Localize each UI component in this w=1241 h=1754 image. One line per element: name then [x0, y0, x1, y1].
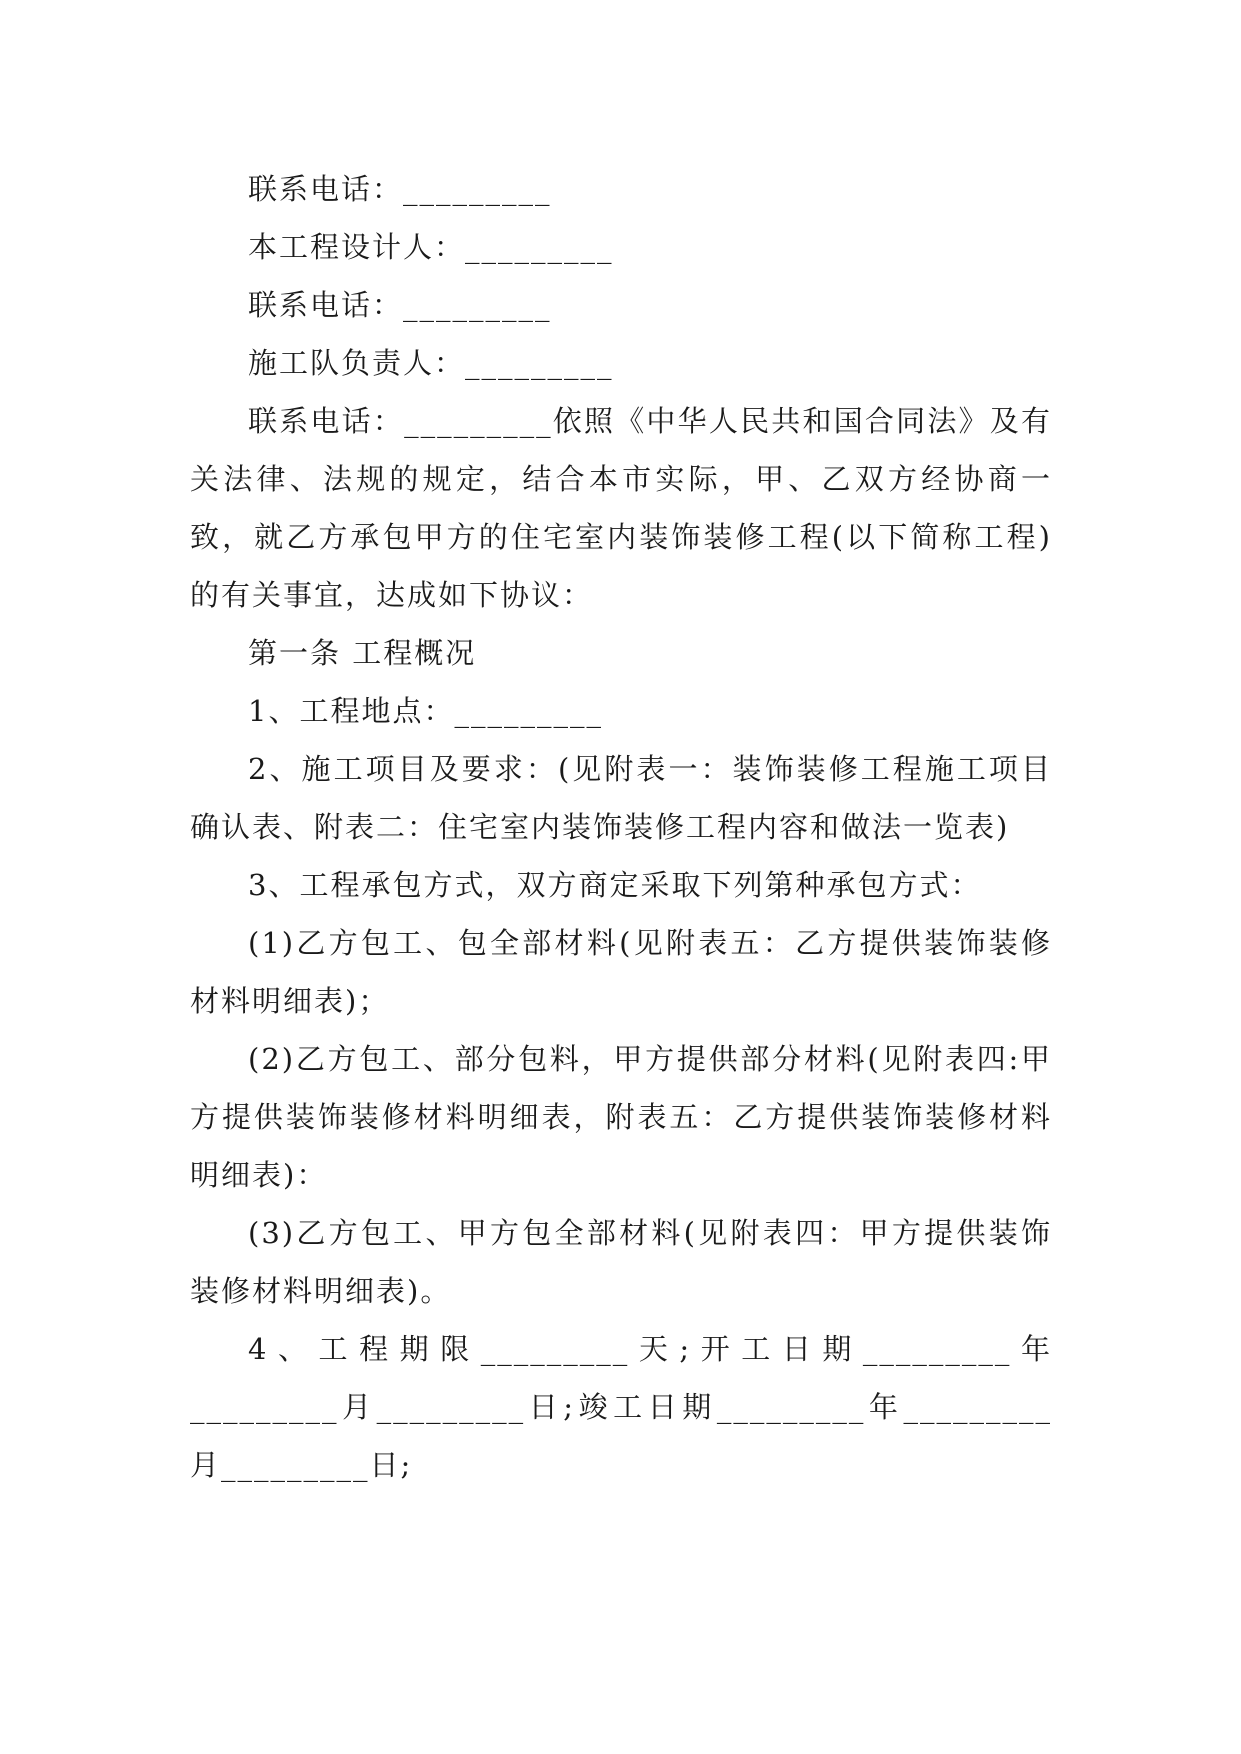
- legal-basis-paragraph: 联系电话：_________依照《中华人民共和国合同法》及有关法律、法规的规定，结合本市实际，甲、乙双方经协商一致，就乙方承包甲方的住宅室内装饰装修工程(以下简称工程)的有关事宜，达成如下协议：: [190, 404, 1052, 612]
- contract-body: [190, 160, 1052, 1494]
- contact-phone-line: 联系电话：_________: [248, 172, 552, 206]
- clause-2-items: 2、施工项目及要求：(见附表一：装饰装修工程施工项目确认表、附表二：住宅室内装饰装修工程内容和做法一览表): [190, 752, 1052, 844]
- clause-1-location: 1、工程地点：_________: [248, 694, 603, 728]
- clause-4-line-1: 4、工程期限_________天;开工日期_________年: [248, 1332, 1052, 1366]
- article-1-heading: 第一条 工程概况: [248, 636, 477, 670]
- option-3: (3)乙方包工、甲方包全部材料(见附表四：甲方提供装饰装修材料明细表)。: [190, 1216, 1052, 1308]
- team-leader-line: 施工队负责人：_________: [248, 346, 614, 380]
- designer-phone-line: 联系电话：_________: [248, 288, 552, 322]
- clause-4-line-3: 月_________日;: [190, 1448, 413, 1482]
- clause-3-contract-mode: 3、工程承包方式，双方商定采取下列第种承包方式：: [248, 868, 982, 902]
- designer-line: 本工程设计人：_________: [248, 230, 614, 264]
- clause-4-line-2: _________月_________日;竣工日期_________年_________: [190, 1390, 1052, 1424]
- option-1: (1)乙方包工、包全部材料(见附表五：乙方提供装饰装修材料明细表)；: [190, 926, 1052, 1018]
- option-2: (2)乙方包工、部分包料，甲方提供部分材料(见附表四:甲方提供装饰装修材料明细表，附表五：乙方提供装饰装修材料明细表)：: [190, 1042, 1052, 1192]
